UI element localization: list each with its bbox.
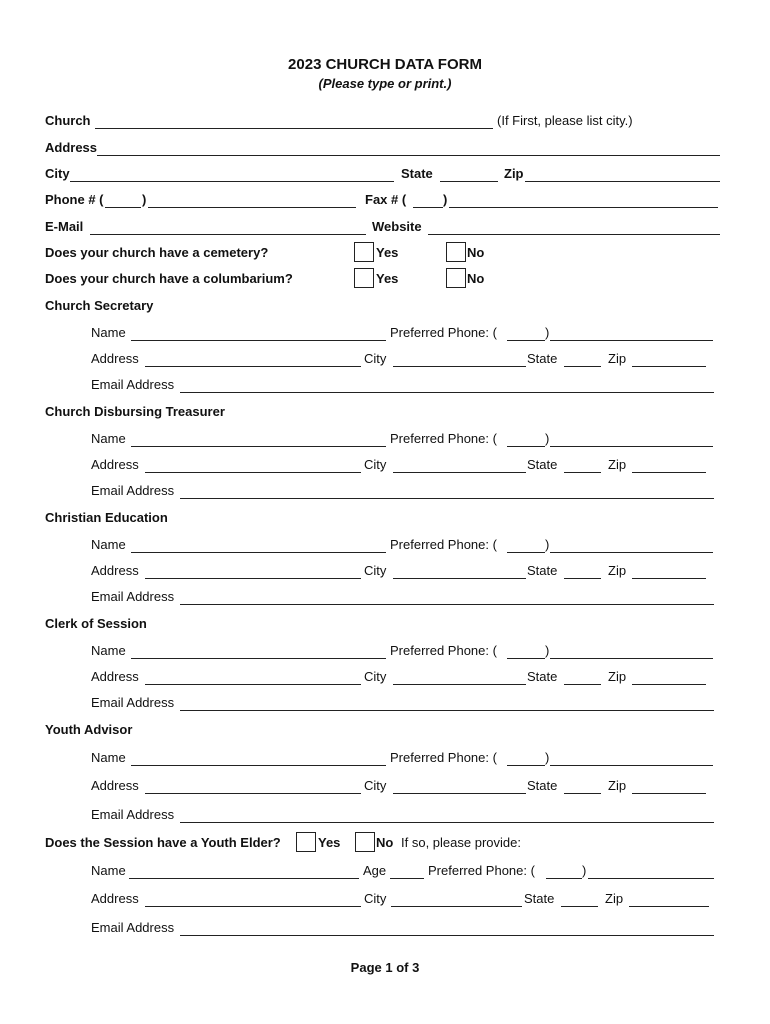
advisor-email-field[interactable] bbox=[180, 822, 714, 823]
elder-zip-label: Zip bbox=[605, 891, 624, 906]
treasurer-phone-close: ) bbox=[545, 431, 550, 446]
fax-label: Fax # ( bbox=[365, 192, 407, 207]
treasurer-zip-label: Zip bbox=[608, 457, 627, 472]
elder-address-field[interactable] bbox=[145, 906, 361, 907]
zip-label: Zip bbox=[504, 166, 524, 181]
treasurer-name-field[interactable] bbox=[131, 446, 386, 447]
education-state-label: State bbox=[527, 563, 558, 578]
phone-area-field[interactable] bbox=[105, 207, 141, 208]
youth-elder-yes-label: Yes bbox=[318, 835, 341, 850]
education-email-field[interactable] bbox=[180, 604, 714, 605]
elder-city-label: City bbox=[364, 891, 387, 906]
advisor-city-field[interactable] bbox=[393, 793, 526, 794]
secretary-phone-close: ) bbox=[545, 325, 550, 340]
cemetery-no-checkbox[interactable] bbox=[446, 242, 466, 262]
elder-age-field[interactable] bbox=[390, 878, 424, 879]
education-phone-field[interactable] bbox=[550, 552, 713, 553]
youth-elder-no-checkbox[interactable] bbox=[355, 832, 375, 852]
clerk-city-label: City bbox=[364, 669, 387, 684]
secretary-phone-field[interactable] bbox=[550, 340, 713, 341]
education-name-label: Name bbox=[91, 537, 126, 552]
elder-state-label: State bbox=[524, 891, 555, 906]
section-title-church-secretary: Church Secretary bbox=[45, 298, 154, 313]
form-title: 2023 CHURCH DATA FORM bbox=[288, 56, 482, 73]
youth-elder-yes-checkbox[interactable] bbox=[296, 832, 316, 852]
city-label: City bbox=[45, 166, 70, 181]
clerk-zip-label: Zip bbox=[608, 669, 627, 684]
advisor-state-label: State bbox=[527, 778, 558, 793]
education-phone-close: ) bbox=[545, 537, 550, 552]
treasurer-state-label: State bbox=[527, 457, 558, 472]
secretary-name-label: Name bbox=[91, 325, 126, 340]
fax-close: ) bbox=[443, 192, 448, 207]
secretary-state-label: State bbox=[527, 351, 558, 366]
section-title-christian-education: Christian Education bbox=[45, 510, 168, 525]
elder-phone-area-field[interactable] bbox=[546, 878, 582, 879]
clerk-name-field[interactable] bbox=[131, 658, 386, 659]
clerk-address-field[interactable] bbox=[145, 684, 361, 685]
treasurer-phone-label: Preferred Phone: ( bbox=[390, 431, 497, 446]
phone-field[interactable] bbox=[148, 207, 356, 208]
columbarium-yes-label: Yes bbox=[376, 271, 399, 286]
advisor-address-label: Address bbox=[91, 778, 139, 793]
advisor-name-label: Name bbox=[91, 750, 126, 765]
church-label: Church bbox=[45, 113, 91, 128]
youth-elder-provide-note: If so, please provide: bbox=[401, 835, 521, 850]
treasurer-state-field[interactable] bbox=[564, 472, 601, 473]
email-label: E-Mail bbox=[45, 219, 84, 234]
advisor-phone-label: Preferred Phone: ( bbox=[390, 750, 497, 765]
email-field[interactable] bbox=[90, 234, 366, 235]
advisor-phone-field[interactable] bbox=[550, 765, 713, 766]
elder-age-label: Age bbox=[363, 863, 387, 878]
clerk-phone-field[interactable] bbox=[550, 658, 713, 659]
columbarium-no-label: No bbox=[467, 271, 485, 286]
address-field[interactable] bbox=[97, 155, 720, 156]
zip-field[interactable] bbox=[525, 181, 720, 182]
treasurer-phone-field[interactable] bbox=[550, 446, 713, 447]
advisor-name-field[interactable] bbox=[131, 765, 386, 766]
elder-city-field[interactable] bbox=[391, 906, 522, 907]
advisor-state-field[interactable] bbox=[564, 793, 601, 794]
clerk-email-field[interactable] bbox=[180, 710, 714, 711]
secretary-address-label: Address bbox=[91, 351, 139, 366]
secretary-city-field[interactable] bbox=[393, 366, 526, 367]
elder-name-field[interactable] bbox=[129, 878, 359, 879]
state-field[interactable] bbox=[440, 181, 498, 182]
page-number: Page 1 of 3 bbox=[350, 960, 420, 975]
secretary-zip-label: Zip bbox=[608, 351, 627, 366]
advisor-email-label: Email Address bbox=[91, 807, 175, 822]
advisor-zip-field[interactable] bbox=[632, 793, 706, 794]
secretary-phone-area-field[interactable] bbox=[507, 340, 545, 341]
church-field[interactable] bbox=[95, 128, 493, 129]
columbarium-question: Does your church have a columbarium? bbox=[45, 271, 293, 286]
phone-label: Phone # ( bbox=[45, 192, 104, 207]
website-label: Website bbox=[372, 219, 422, 234]
treasurer-city-label: City bbox=[364, 457, 387, 472]
education-city-label: City bbox=[364, 563, 387, 578]
fax-field[interactable] bbox=[449, 207, 718, 208]
clerk-state-field[interactable] bbox=[564, 684, 601, 685]
education-state-field[interactable] bbox=[564, 578, 601, 579]
education-phone-area-field[interactable] bbox=[507, 552, 545, 553]
youth-elder-question: Does the Session have a Youth Elder? bbox=[45, 835, 281, 850]
secretary-email-label: Email Address bbox=[91, 377, 175, 392]
secretary-phone-label: Preferred Phone: ( bbox=[390, 325, 497, 340]
secretary-name-field[interactable] bbox=[131, 340, 386, 341]
treasurer-city-field[interactable] bbox=[393, 472, 526, 473]
education-address-field[interactable] bbox=[145, 578, 361, 579]
elder-name-label: Name bbox=[91, 863, 126, 878]
website-field[interactable] bbox=[428, 234, 720, 235]
secretary-city-label: City bbox=[364, 351, 387, 366]
elder-state-field[interactable] bbox=[561, 906, 598, 907]
clerk-name-label: Name bbox=[91, 643, 126, 658]
section-title-treasurer: Church Disbursing Treasurer bbox=[45, 404, 225, 419]
treasurer-email-field[interactable] bbox=[180, 498, 714, 499]
elder-phone-label: Preferred Phone: ( bbox=[428, 863, 535, 878]
education-phone-label: Preferred Phone: ( bbox=[390, 537, 497, 552]
cemetery-yes-checkbox[interactable] bbox=[354, 242, 374, 262]
education-address-label: Address bbox=[91, 563, 139, 578]
secretary-zip-field[interactable] bbox=[632, 366, 706, 367]
clerk-phone-close: ) bbox=[545, 643, 550, 658]
clerk-zip-field[interactable] bbox=[632, 684, 706, 685]
treasurer-address-field[interactable] bbox=[145, 472, 361, 473]
advisor-phone-close: ) bbox=[545, 750, 550, 765]
secretary-state-field[interactable] bbox=[564, 366, 601, 367]
section-title-youth-advisor: Youth Advisor bbox=[45, 722, 133, 737]
treasurer-name-label: Name bbox=[91, 431, 126, 446]
cemetery-question: Does your church have a cemetery? bbox=[45, 245, 269, 260]
youth-elder-no-label: No bbox=[376, 835, 394, 850]
treasurer-phone-area-field[interactable] bbox=[507, 446, 545, 447]
address-label: Address bbox=[45, 140, 98, 155]
phone-close: ) bbox=[142, 192, 147, 207]
elder-address-label: Address bbox=[91, 891, 139, 906]
secretary-address-field[interactable] bbox=[145, 366, 361, 367]
elder-email-label: Email Address bbox=[91, 920, 175, 935]
church-note: (If First, please list city.) bbox=[497, 113, 633, 128]
state-label: State bbox=[401, 166, 433, 181]
elder-email-field[interactable] bbox=[180, 935, 714, 936]
clerk-city-field[interactable] bbox=[393, 684, 526, 685]
advisor-city-label: City bbox=[364, 778, 387, 793]
section-title-clerk-of-session: Clerk of Session bbox=[45, 616, 147, 631]
clerk-email-label: Email Address bbox=[91, 695, 175, 710]
clerk-phone-area-field[interactable] bbox=[507, 658, 545, 659]
education-zip-field[interactable] bbox=[632, 578, 706, 579]
treasurer-address-label: Address bbox=[91, 457, 139, 472]
education-city-field[interactable] bbox=[393, 578, 526, 579]
elder-phone-close: ) bbox=[582, 863, 587, 878]
clerk-phone-label: Preferred Phone: ( bbox=[390, 643, 497, 658]
treasurer-zip-field[interactable] bbox=[632, 472, 706, 473]
education-name-field[interactable] bbox=[131, 552, 386, 553]
form-subtitle: (Please type or print.) bbox=[318, 76, 452, 91]
education-email-label: Email Address bbox=[91, 589, 175, 604]
advisor-zip-label: Zip bbox=[608, 778, 627, 793]
cemetery-yes-label: Yes bbox=[376, 245, 399, 260]
columbarium-yes-checkbox[interactable] bbox=[354, 268, 374, 288]
secretary-email-field[interactable] bbox=[180, 392, 714, 393]
columbarium-no-checkbox[interactable] bbox=[446, 268, 466, 288]
education-zip-label: Zip bbox=[608, 563, 627, 578]
fax-area-field[interactable] bbox=[413, 207, 443, 208]
treasurer-email-label: Email Address bbox=[91, 483, 175, 498]
clerk-state-label: State bbox=[527, 669, 558, 684]
city-field[interactable] bbox=[70, 181, 394, 182]
advisor-phone-area-field[interactable] bbox=[507, 765, 545, 766]
cemetery-no-label: No bbox=[467, 245, 485, 260]
elder-phone-field[interactable] bbox=[588, 878, 714, 879]
clerk-address-label: Address bbox=[91, 669, 139, 684]
elder-zip-field[interactable] bbox=[629, 906, 709, 907]
advisor-address-field[interactable] bbox=[145, 793, 361, 794]
